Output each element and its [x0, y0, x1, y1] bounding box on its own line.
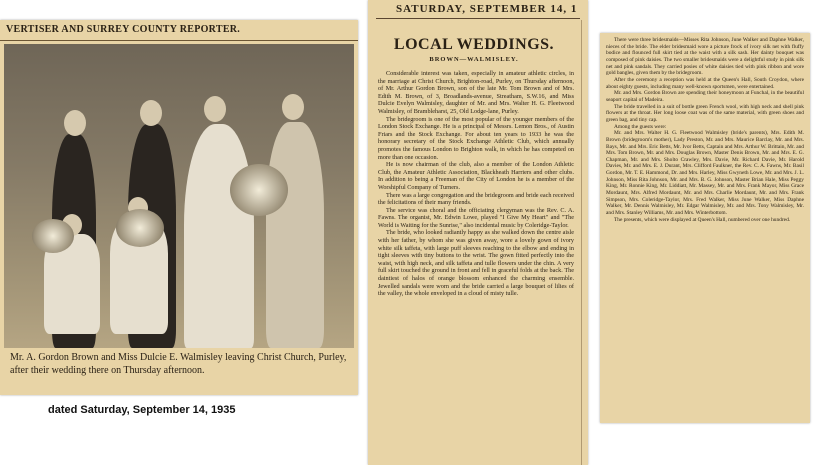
bouquet-icon: [116, 209, 164, 247]
continuation-clipping: [600, 33, 810, 423]
masthead-rule: [0, 40, 358, 41]
article-paragraph: Considerable interest was taken, especially in amateur athletic circles, in the marriage at Christ Church, Brighton-road, Purley, on Thursday afternoon, of Mr. Arthur Gordon Brown, son of the late Mr. Tom Brown and of Mrs. Edith M. Brown, of 3, Broadlands-avenue, Streatham, S.W.16, and Miss Dulcie Evelyn Walmisley, daughter of Mr. and Mrs. Walter H. G. Fleetwood Walmisley, of Brambleharst, 25, Old Lodge-lane, Purley.: [378, 70, 574, 115]
article-paragraph: There was a large congregation and the bridegroom and bride each received the felicitations of their many friends.: [378, 191, 574, 207]
article-clipping: [368, 0, 588, 465]
article-paragraph: The service was choral and the officiating clergyman was the Rev. C. A. Fawns. The organist, Mr. Edwin Lowe, played "I Give My Heart" and "The World is Waiting for the Sunrise," also incidental music by Coleridge-Taylor.: [378, 206, 574, 229]
adjacent-column-edge: [581, 20, 588, 465]
article-paragraph: After the ceremony a reception was held at the Queen's Hall, South Croydon, where about eighty guests, including many well-known sportsmen, were entertained.: [606, 76, 804, 90]
guest-list: Mr. and Mrs. Walter H. G. Fleetwood Walmisley (bride's parents), Mrs. Edith M. Brown (bridegroom's mother), Lady Preston, Mr. and Mrs. Maurice Barclay, Mr. and Mrs. Bays, Mr. and Mrs. Eric Betts, Mr. Ivor Betts, Captain and Mrs. Arthur W. Brittain, Mr. and Mrs. Tom Brown, Mr. and Mrs. Douglas Brown, Master Denis Brown, Mr. and Mrs. E. G. Chapman, Mr. and Mrs. Sholto Crawley, Mrs. Davie, Mr. Richard Davie, Mr. Harold Davies, Mr. and Mrs. E. J. Durant, Mrs. Clifford Faulkner, the Rev. C. A. Fawns, Mr. Basil Gordon, Mr. T. E. Hammond, Dr. and Mrs. Harley, Miss Gwyneth Lowe, Mr. and Mrs. J. L. Johnson, Miss Rita Johnson, Mr. and Mrs. B. G. Johnson, Master Brian Hale, Miss Peggy King, Mr. Ronnie King, Mr. Liddiatt, Mr. Massey, Mr. and Mrs. Frank Mayor, Miss Grace Mordaunt, Mrs. Alfred Mordaunt, Mr. and Mrs. Charlie Mordaunt, Mr. and Mrs. Frank Simpson, Mrs. Coleridge-Taylor, Mrs. Fred Walker, Miss June Walker, Miss Daphne Walker, Mr. Dennis Walmisley, Mr. Edgar Walmisley, Mr. and Mrs. Tony Walmisley, Mr. and Mrs. Stanley Williams, Mr. and Mrs. Winterbottom.: [606, 130, 804, 217]
photo-caption: Mr. A. Gordon Brown and Miss Dulcie E. Walmisley leaving Christ Church, Purley, after their wedding there on Thursday afternoon.: [10, 352, 347, 376]
wedding-photograph: [4, 44, 354, 348]
date-note: dated Saturday, September 14, 1935: [48, 404, 236, 416]
dateline-rule: [376, 18, 580, 19]
figure-bride: [184, 124, 254, 348]
article-paragraph: Mr. and Mrs. Gordon Brown are spending their honeymoon at Funchal, in the beautiful seaport capital of Madeira.: [606, 90, 804, 103]
article-paragraph: He is now chairman of the club, also a member of the London Athletic Club, the Amateur Athletic Association, Blackheath Harriers and other clubs. In addition to being a Freeman of the City of London he is a member of the Worshipful Company of Turners.: [378, 161, 574, 191]
figure-head: [282, 94, 304, 120]
figure-woman-right: [266, 122, 324, 348]
article-paragraph: The bride, who looked radiantly happy as she walked down the centre aisle with her father, by whom she was given away, wore a lovely gown of ivory white silk taffeta, with large puff sleeves reaching to the elbow and ending in tight sleeves with tiny buttons to the wrist. The gown fitted perfectly into the waist, with high neck, and silk taffeta and tulle flowers under the chin. A very full skirt touched the ground in front and fell in graceful folds at the back. The daintiest of halos of orange blossom enhanced the charming ensemble. Jewelled sandals were worn and the bride carried a large bouquet of lilies of the valley, the whole enveloped in a cloud of misty tulle.: [378, 229, 574, 298]
article-paragraph: The bridegroom is one of the most popular of the younger members of the London Stock Exchange. He is a principal of Messrs. Lemon Bros., of Austin Friars and the Stock Exchange. For about ten years to 1933 he was the honorary secretary of the Stock Exchange Athletic Club, which annually promotes the famous London to Brighton walk, in which he has competed on more than one occasion.: [378, 115, 574, 161]
figure-head: [64, 110, 86, 136]
article-subheading: BROWN—WALMISLEY.: [429, 56, 519, 63]
article-paragraph: Among the guests were:: [614, 123, 667, 130]
article-paragraph: There were three bridesmaids—Misses Rita Johnson, June Walker and Daphne Walker, nieces of the bride. The elder bridesmaid wore a picture frock of ivory silk net with fluffy bodice and flounced full skirt tied at the waist with a silk sash. Her dainty bouquet was composed of pink daisies. The two smaller bridesmaids were a delightful study in pink silk net and pink sandals. They carried posies of white daisies tied with pink ribbon and wore gold bangles, given them by the bridegroom.: [606, 37, 804, 77]
bouquet-icon: [32, 219, 74, 253]
article-paragraph: The bride travelled in a suit of bottle green French wool, with high neck and shell pink flowers at the throat. Her long loose coat was of the same material, with green shoes and green bag, and tiny cap.: [606, 103, 804, 123]
continuation-body: [606, 37, 804, 223]
photo-clipping: [0, 20, 358, 395]
article-heading: LOCAL WEDDINGS.: [393, 36, 555, 53]
newspaper-masthead: VERTISER AND SURREY COUNTY REPORTER.: [6, 24, 241, 35]
figure-head: [204, 96, 226, 122]
bouquet-icon: [230, 164, 288, 216]
article-paragraph: The presents, which were displayed at Queen's Hall, numbered over one hundred.: [614, 216, 791, 223]
newspaper-dateline: SATURDAY, SEPTEMBER 14, 1: [396, 3, 578, 15]
figure-head: [140, 100, 162, 126]
article-body: [378, 70, 574, 298]
